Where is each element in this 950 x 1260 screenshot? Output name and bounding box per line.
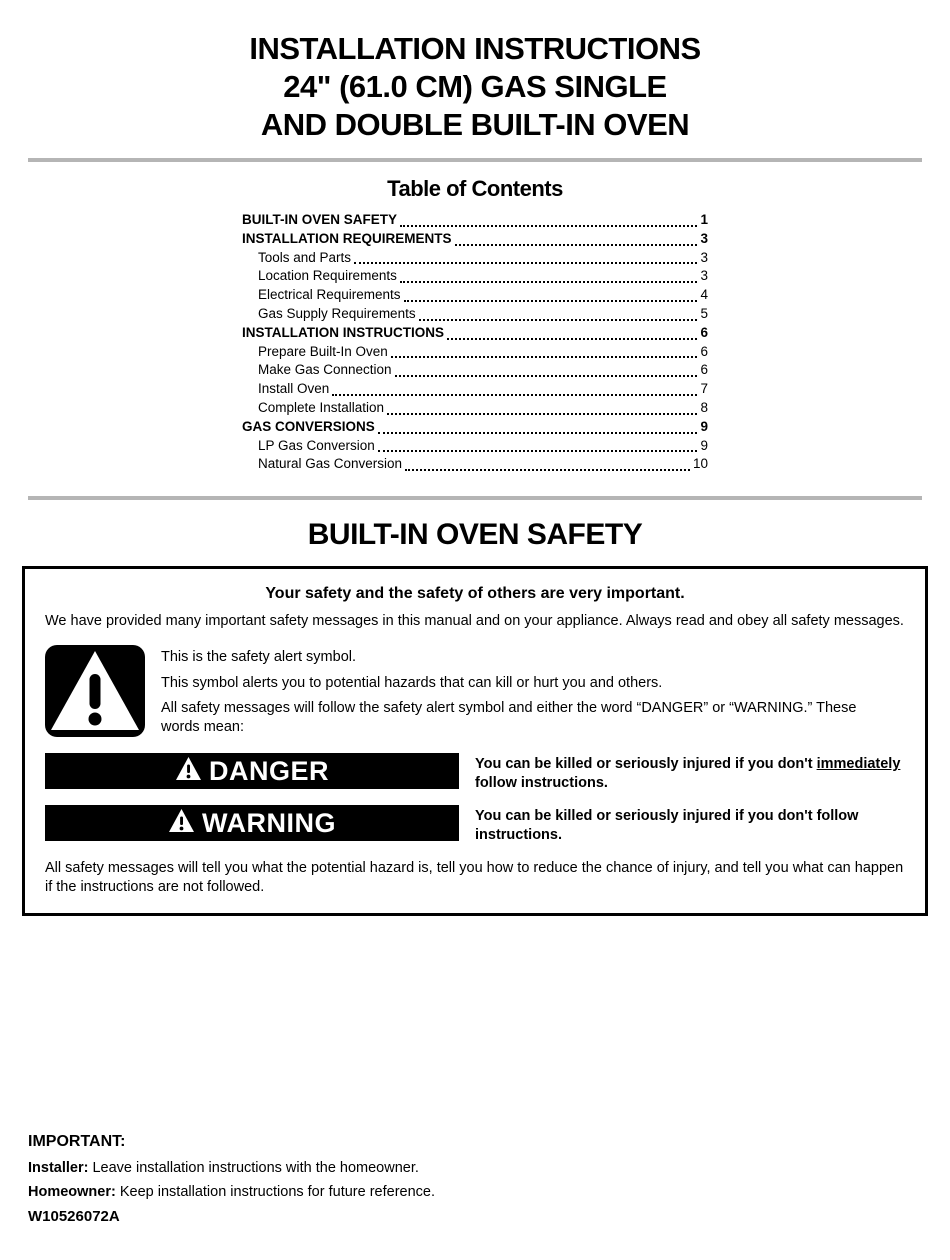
installer-note — [28, 1159, 435, 1178]
toc-entry-page: 1 — [700, 212, 708, 227]
toc-dotted-leader — [404, 300, 698, 302]
toc-entry — [242, 267, 708, 286]
toc-heading: Table of Contents — [387, 176, 563, 201]
toc-entry-page: 3 — [700, 230, 708, 246]
safety-intro: We have provided many important safety messages in this manual and on your appliance. Always read and obey all safety messages. — [45, 613, 904, 630]
danger-text-underlined: immediately — [816, 756, 901, 773]
toc-dotted-leader — [395, 375, 698, 377]
toc-entry — [242, 455, 708, 474]
homeowner-note — [28, 1183, 435, 1202]
homeowner-label: Homeowner: — [28, 1184, 116, 1200]
toc-dotted-leader — [400, 281, 698, 283]
warning-triangle-icon — [168, 808, 195, 838]
danger-text-after: follow instructions. — [475, 775, 608, 792]
divider-middle — [28, 496, 922, 500]
safety-alert-text — [161, 645, 861, 743]
toc-dotted-leader — [400, 225, 697, 227]
warning-row — [45, 805, 905, 845]
toc-dotted-leader — [447, 338, 697, 340]
toc-entry — [242, 211, 708, 230]
toc-entry-label: Prepare Built-In Oven — [258, 343, 388, 359]
alert-line-2: This symbol alerts you to potential hazards that can kill or hurt you and others. — [161, 674, 663, 691]
safety-section-heading: BUILT-IN OVEN SAFETY — [307, 518, 643, 552]
toc-entry — [242, 380, 708, 399]
toc-entry-label: BUILT-IN OVEN SAFETY — [242, 212, 398, 227]
safety-box-title: Your safety and the safety of others are very important. — [265, 585, 685, 603]
toc-dotted-leader — [354, 262, 697, 264]
toc-entry — [242, 361, 708, 380]
toc-dotted-leader — [455, 244, 698, 246]
toc-entry — [242, 286, 708, 305]
toc-dotted-leader — [378, 450, 698, 452]
title-line-3: AND DOUBLE BUILT-IN OVEN — [260, 107, 690, 142]
toc-dotted-leader — [332, 394, 697, 396]
danger-label: DANGER — [208, 755, 329, 786]
warning-text: You can be killed or seriously injured if you don't follow instructions. — [475, 808, 859, 844]
toc-dotted-leader — [378, 432, 698, 434]
safety-box-footer: All safety messages will tell you what the potential hazard is, tell you how to reduce the chance of injury, and tell you what can happen if the instructions are not followed. — [45, 860, 904, 896]
safety-alert-icon — [45, 645, 145, 737]
toc-entry — [242, 343, 708, 362]
toc-list — [242, 211, 708, 474]
toc-entry-label: Tools and Parts — [258, 249, 352, 265]
toc-dotted-leader — [391, 356, 698, 358]
toc-entry-label: INSTALLATION REQUIREMENTS — [242, 230, 452, 246]
document-title — [0, 0, 950, 144]
toc-entry — [242, 249, 708, 268]
danger-banner — [45, 753, 459, 789]
toc-entry-page: 3 — [700, 268, 708, 284]
toc-entry-label: GAS CONVERSIONS — [242, 418, 375, 434]
toc-entry — [242, 305, 708, 324]
divider-top — [28, 158, 922, 162]
warning-label: WARNING — [202, 807, 336, 838]
toc-entry-label: Gas Supply Requirements — [258, 305, 416, 321]
safety-box — [22, 566, 928, 916]
toc-entry-page: 7 — [700, 381, 708, 397]
toc-entry — [242, 437, 708, 456]
toc-entry-page: 3 — [700, 249, 708, 265]
danger-text-before: You can be killed or seriously injured if you don't — [475, 756, 817, 773]
table-of-contents — [0, 176, 950, 474]
alert-line-1: This is the safety alert symbol. — [161, 649, 357, 666]
toc-entry-label: LP Gas Conversion — [258, 437, 375, 453]
danger-row — [45, 753, 905, 793]
toc-entry-page: 6 — [700, 324, 708, 340]
toc-dotted-leader — [387, 413, 697, 415]
toc-entry-page: 9 — [700, 437, 708, 453]
toc-entry-page: 4 — [700, 287, 708, 303]
document-number: W10526072A — [28, 1208, 120, 1225]
toc-entry-label: Electrical Requirements — [258, 287, 401, 303]
homeowner-text: Keep installation instructions for future reference. — [119, 1184, 436, 1200]
toc-entry-page: 6 — [700, 343, 708, 359]
toc-entry — [242, 418, 708, 437]
toc-entry-page: 8 — [700, 399, 708, 415]
important-note — [28, 1133, 435, 1207]
toc-entry-page: 10 — [692, 456, 708, 472]
toc-entry-page: 5 — [700, 305, 708, 321]
toc-entry — [242, 399, 708, 418]
title-line-2: 24" (61.0 CM) GAS SINGLE — [283, 69, 667, 104]
warning-banner — [45, 805, 459, 841]
toc-entry-label: Natural Gas Conversion — [258, 456, 403, 472]
safety-alert-row — [45, 645, 905, 743]
toc-entry-label: Complete Installation — [258, 399, 385, 415]
warning-triangle-icon — [175, 756, 202, 786]
alert-line-3: All safety messages will follow the safety alert symbol and either the word “DANGER” or “WARNING.” These words mean: — [161, 700, 857, 735]
toc-entry — [242, 230, 708, 249]
toc-dotted-leader — [419, 319, 698, 321]
danger-text — [475, 753, 905, 793]
installer-text: Leave installation instructions with the homeowner. — [92, 1160, 419, 1176]
toc-entry-page: 9 — [700, 418, 708, 434]
toc-entry-label: INSTALLATION INSTRUCTIONS — [242, 324, 444, 340]
toc-entry-label: Make Gas Connection — [258, 362, 392, 378]
toc-entry-label: Install Oven — [258, 381, 330, 397]
title-line-1: INSTALLATION INSTRUCTIONS — [249, 31, 701, 66]
toc-dotted-leader — [405, 469, 690, 471]
toc-entry-label: Location Requirements — [258, 268, 397, 284]
toc-entry — [242, 324, 708, 343]
important-heading: IMPORTANT: — [28, 1133, 126, 1150]
installer-label: Installer: — [28, 1160, 89, 1176]
toc-entry-page: 6 — [700, 362, 708, 378]
